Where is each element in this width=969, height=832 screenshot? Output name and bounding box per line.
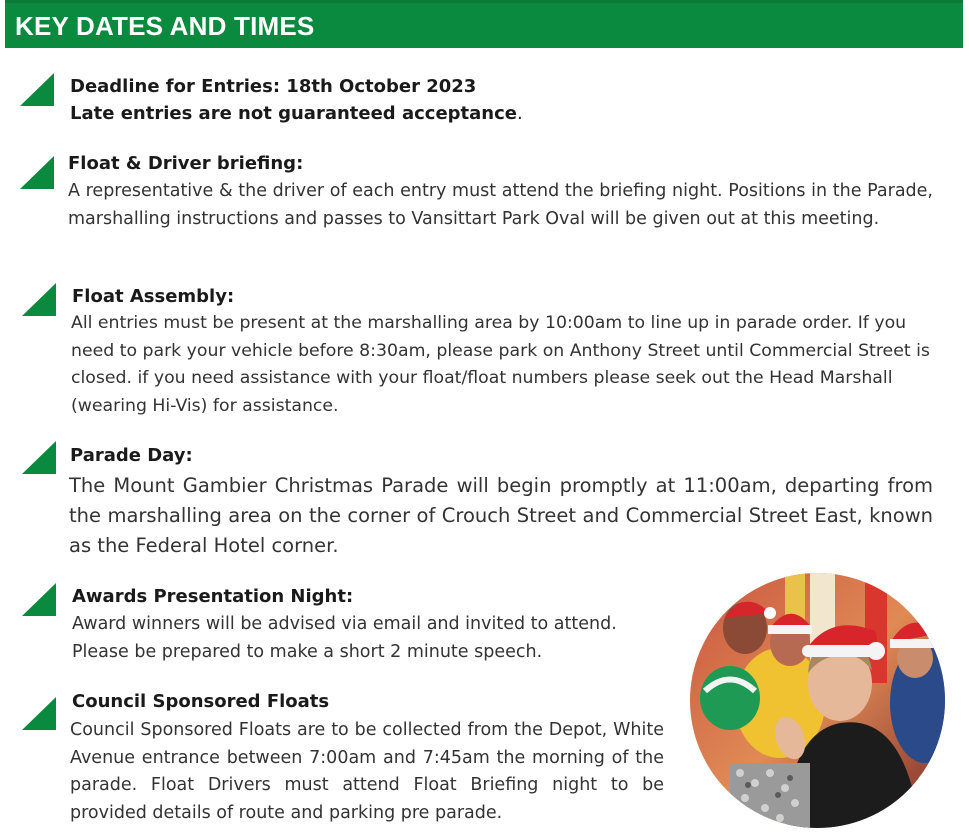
late-entries-text: Late entries are not guaranteed acceptance [70, 103, 517, 124]
parade-photo [690, 573, 945, 828]
parade-day-heading: Parade Day: [70, 445, 193, 466]
deadline-heading: Deadline for Entries: 18th October 2023 [70, 76, 477, 97]
page-title: KEY DATES AND TIMES [15, 11, 315, 41]
triangle-bullet-icon [22, 583, 56, 616]
briefing-body: A representative & the driver of each entry must attend the briefing night. Positions in the Parade, marshalling instructions and passes to Vansittart Park Oval will be given out at this meeting. [68, 181, 933, 229]
council-floats-body: Council Sponsored Floats are to be collected from the Depot, White Avenue entrance between 7:00am and 7:45am the morning of the parade. Float Drivers must attend Float Briefing night to be provided details of route and parking pre parade. [70, 720, 664, 823]
awards-body [72, 611, 672, 666]
late-entries-period: . [517, 103, 523, 124]
triangle-bullet-icon [20, 156, 54, 189]
assembly-body: All entries must be present at the marshalling area by 10:00am to line up in parade order. If you need to park your vehicle before 8:30am, please park on Anthony Street until Commercial Street is closed. if you need assistance with your float/float numbers please seek out the Head Marshall (wearing Hi-Vis) for assistance. [71, 313, 930, 416]
awards-heading: Awards Presentation Night: [72, 586, 354, 607]
header-bar [5, 0, 963, 48]
awards-line: Award winners will be advised via email and invited to attend. [72, 614, 617, 634]
late-entries-note [70, 103, 523, 124]
briefing-heading: Float & Driver briefing: [68, 153, 304, 174]
awards-line: Please be prepared to make a short 2 minute speech. [72, 641, 543, 662]
parade-photo-illustration [690, 573, 945, 828]
triangle-bullet-icon [20, 73, 54, 106]
assembly-heading: Float Assembly: [72, 286, 235, 307]
triangle-bullet-icon [22, 697, 56, 730]
triangle-bullet-icon [22, 441, 56, 474]
council-floats-heading: Council Sponsored Floats [72, 691, 330, 712]
parade-day-body: The Mount Gambier Christmas Parade will begin promptly at 11:00am, departing from the marshalling area on the corner of Crouch Street and Commercial Street East, known as the Federal Hotel corner. [69, 474, 933, 557]
triangle-bullet-icon [22, 283, 56, 316]
